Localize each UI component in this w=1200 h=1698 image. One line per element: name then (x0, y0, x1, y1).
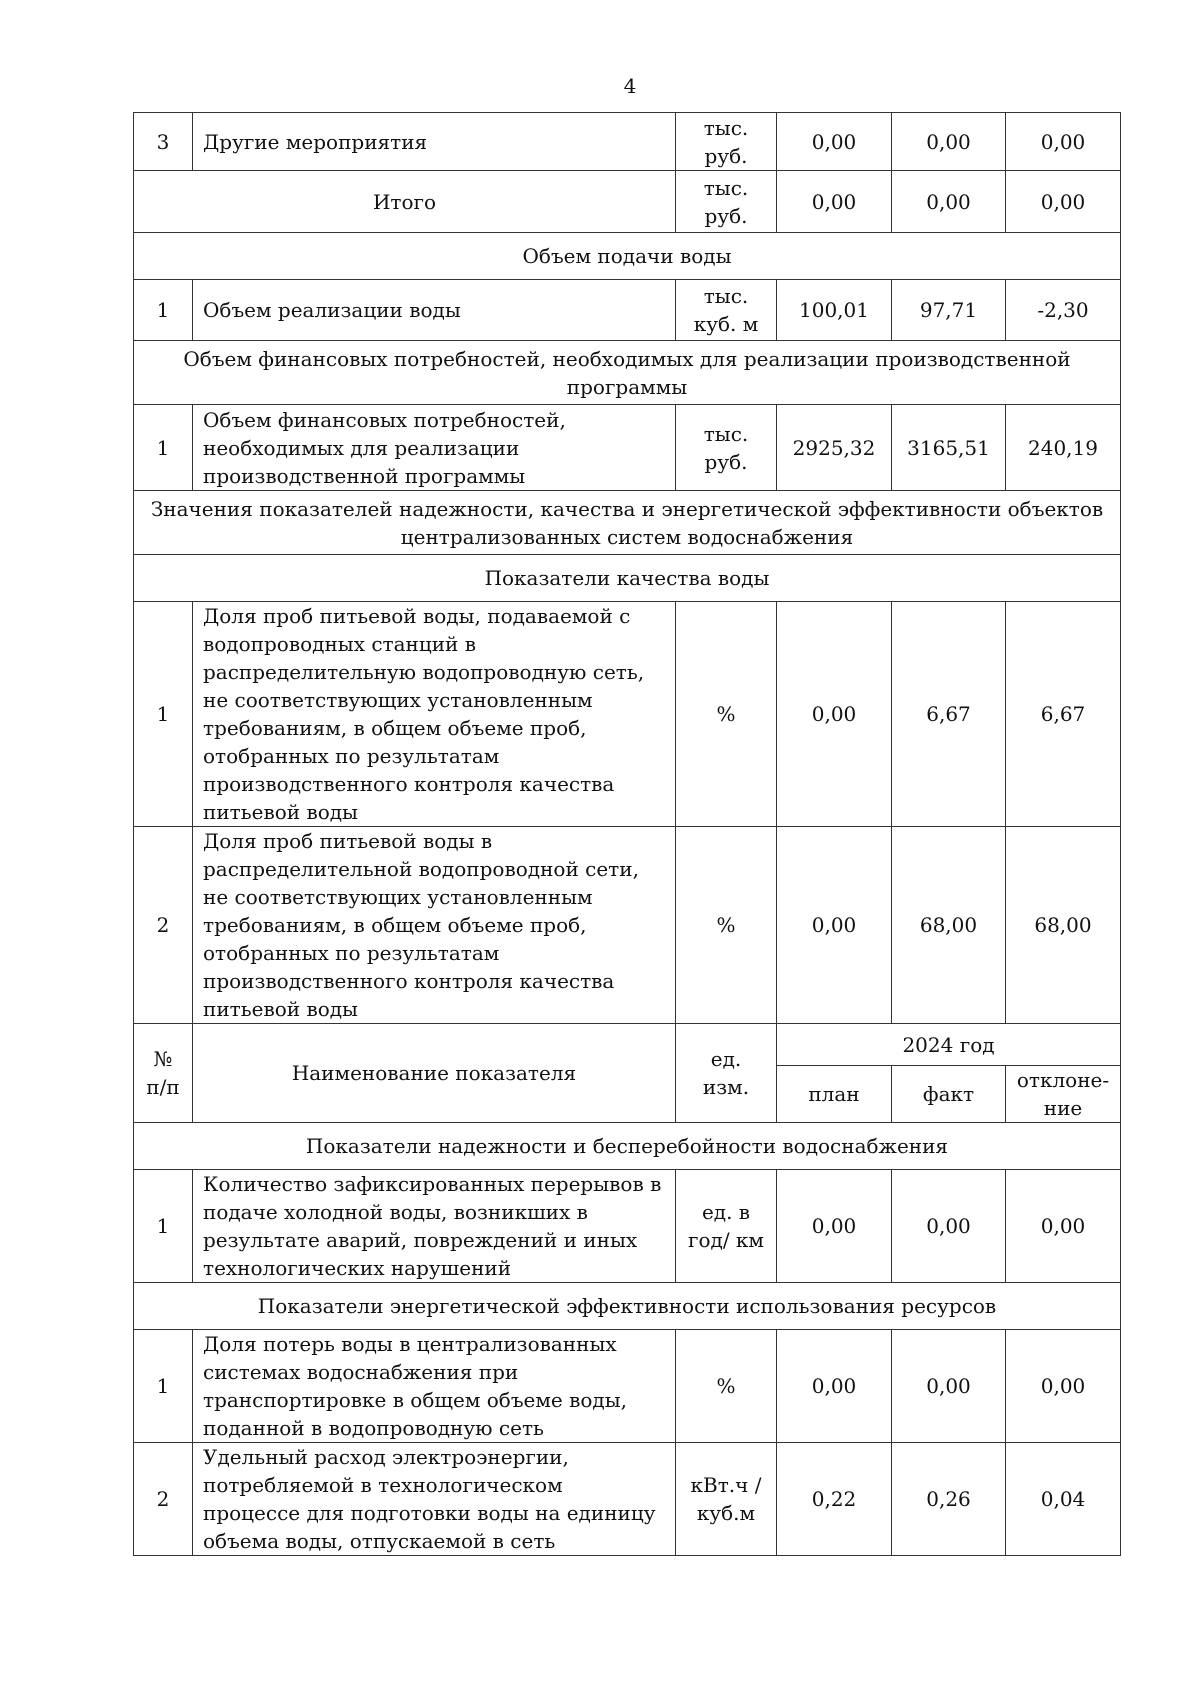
plan-value: 0,22 (777, 1443, 892, 1556)
section-title: Значения показателей надежности, качества и энергетической эффективности объектов централизованных систем водоснабжения (134, 491, 1121, 555)
table-row (134, 1443, 1121, 1556)
fact-value: 0,00 (892, 1170, 1006, 1283)
indicator-name: Объем реализации воды (193, 280, 676, 341)
indicator-name: Удельный расход электроэнергии, потребляемой в технологическом процессе для подготовки воды на единицу объема воды, отпускаемой в сеть (193, 1443, 676, 1556)
table-row (134, 280, 1121, 341)
unit: ед. в год/ км (676, 1170, 777, 1283)
column-header-year: 2024 год (777, 1024, 1121, 1066)
fact-value: 97,71 (892, 280, 1006, 341)
deviation-value: 6,67 (1006, 602, 1121, 827)
unit: тыс. руб. (676, 113, 777, 171)
fact-value: 3165,51 (892, 405, 1006, 491)
row-number: 2 (134, 1443, 193, 1556)
section-title: Показатели надежности и бесперебойности водоснабжения (134, 1123, 1121, 1170)
unit: % (676, 1330, 777, 1443)
unit: кВт.ч / куб.м (676, 1443, 777, 1556)
section-row (134, 341, 1121, 405)
indicator-name: Другие мероприятия (193, 113, 676, 171)
column-header-unit: ед. изм. (676, 1024, 777, 1123)
section-row (134, 491, 1121, 555)
fact-value: 0,00 (892, 171, 1006, 233)
deviation-value: 240,19 (1006, 405, 1121, 491)
section-title: Объем подачи воды (134, 233, 1121, 280)
indicator-name: Доля проб питьевой воды в распределительной водопроводной сети, не соответствующих установленным требованиям, в общем объеме проб, отобранных по результатам производственного контроля качества питьевой воды (193, 827, 676, 1024)
plan-value: 0,00 (777, 602, 892, 827)
deviation-value: 0,00 (1006, 171, 1121, 233)
indicator-name: Доля потерь воды в централизованных системах водоснабжения при транспортировке в общем объеме воды, поданной в водопроводную сеть (193, 1330, 676, 1443)
plan-value: 2925,32 (777, 405, 892, 491)
row-number: 3 (134, 113, 193, 171)
column-header-plan: план (777, 1066, 892, 1123)
fact-value: 0,00 (892, 1330, 1006, 1443)
section-title: Показатели качества воды (134, 555, 1121, 602)
plan-value: 0,00 (777, 171, 892, 233)
unit: тыс. руб. (676, 405, 777, 491)
fact-value: 0,00 (892, 113, 1006, 171)
row-number: 1 (134, 280, 193, 341)
section-title: Объем финансовых потребностей, необходимых для реализации производственной программы (134, 341, 1121, 405)
total-label: Итого (134, 171, 676, 233)
row-number: 1 (134, 405, 193, 491)
section-row (134, 1123, 1121, 1170)
column-header-fact: факт (892, 1066, 1006, 1123)
indicator-name: Количество зафиксированных перерывов в подаче холодной воды, возникших в результате аварий, повреждений и иных технологических нарушений (193, 1170, 676, 1283)
table-row (134, 171, 1121, 233)
table-row (134, 1170, 1121, 1283)
row-number: 1 (134, 1170, 193, 1283)
deviation-value: 0,00 (1006, 1330, 1121, 1443)
unit: тыс. куб. м (676, 280, 777, 341)
unit: тыс. руб. (676, 171, 777, 233)
deviation-value: -2,30 (1006, 280, 1121, 341)
table-row (134, 602, 1121, 827)
indicator-name: Доля проб питьевой воды, подаваемой с водопроводных станций в распределительную водопроводную сеть, не соответствующих установленным требованиям, в общем объеме проб, отобранных по результатам производственного контроля качества питьевой воды (193, 602, 676, 827)
column-header-name: Наименование показателя (193, 1024, 676, 1123)
column-header-deviation: отклоне-ние (1006, 1066, 1121, 1123)
row-number: 2 (134, 827, 193, 1024)
section-row (134, 555, 1121, 602)
fact-value: 0,26 (892, 1443, 1006, 1556)
deviation-value: 0,04 (1006, 1443, 1121, 1556)
header-row (134, 1024, 1121, 1066)
indicators-table (133, 112, 1121, 1556)
unit: % (676, 827, 777, 1024)
row-number: 1 (134, 602, 193, 827)
plan-value: 0,00 (777, 1170, 892, 1283)
row-number: 1 (134, 1330, 193, 1443)
deviation-value: 68,00 (1006, 827, 1121, 1024)
section-title: Показатели энергетической эффективности использования ресурсов (134, 1283, 1121, 1330)
table-row (134, 827, 1121, 1024)
fact-value: 68,00 (892, 827, 1006, 1024)
section-row (134, 233, 1121, 280)
table-row (134, 113, 1121, 171)
deviation-value: 0,00 (1006, 1170, 1121, 1283)
deviation-value: 0,00 (1006, 113, 1121, 171)
table-row (134, 405, 1121, 491)
plan-value: 0,00 (777, 113, 892, 171)
section-row (134, 1283, 1121, 1330)
unit: % (676, 602, 777, 827)
table-row (134, 1330, 1121, 1443)
indicator-name: Объем финансовых потребностей, необходимых для реализации производственной программы (193, 405, 676, 491)
fact-value: 6,67 (892, 602, 1006, 827)
plan-value: 0,00 (777, 1330, 892, 1443)
plan-value: 100,01 (777, 280, 892, 341)
column-header-number: № п/п (134, 1024, 193, 1123)
page-number: 4 (623, 74, 637, 98)
plan-value: 0,00 (777, 827, 892, 1024)
